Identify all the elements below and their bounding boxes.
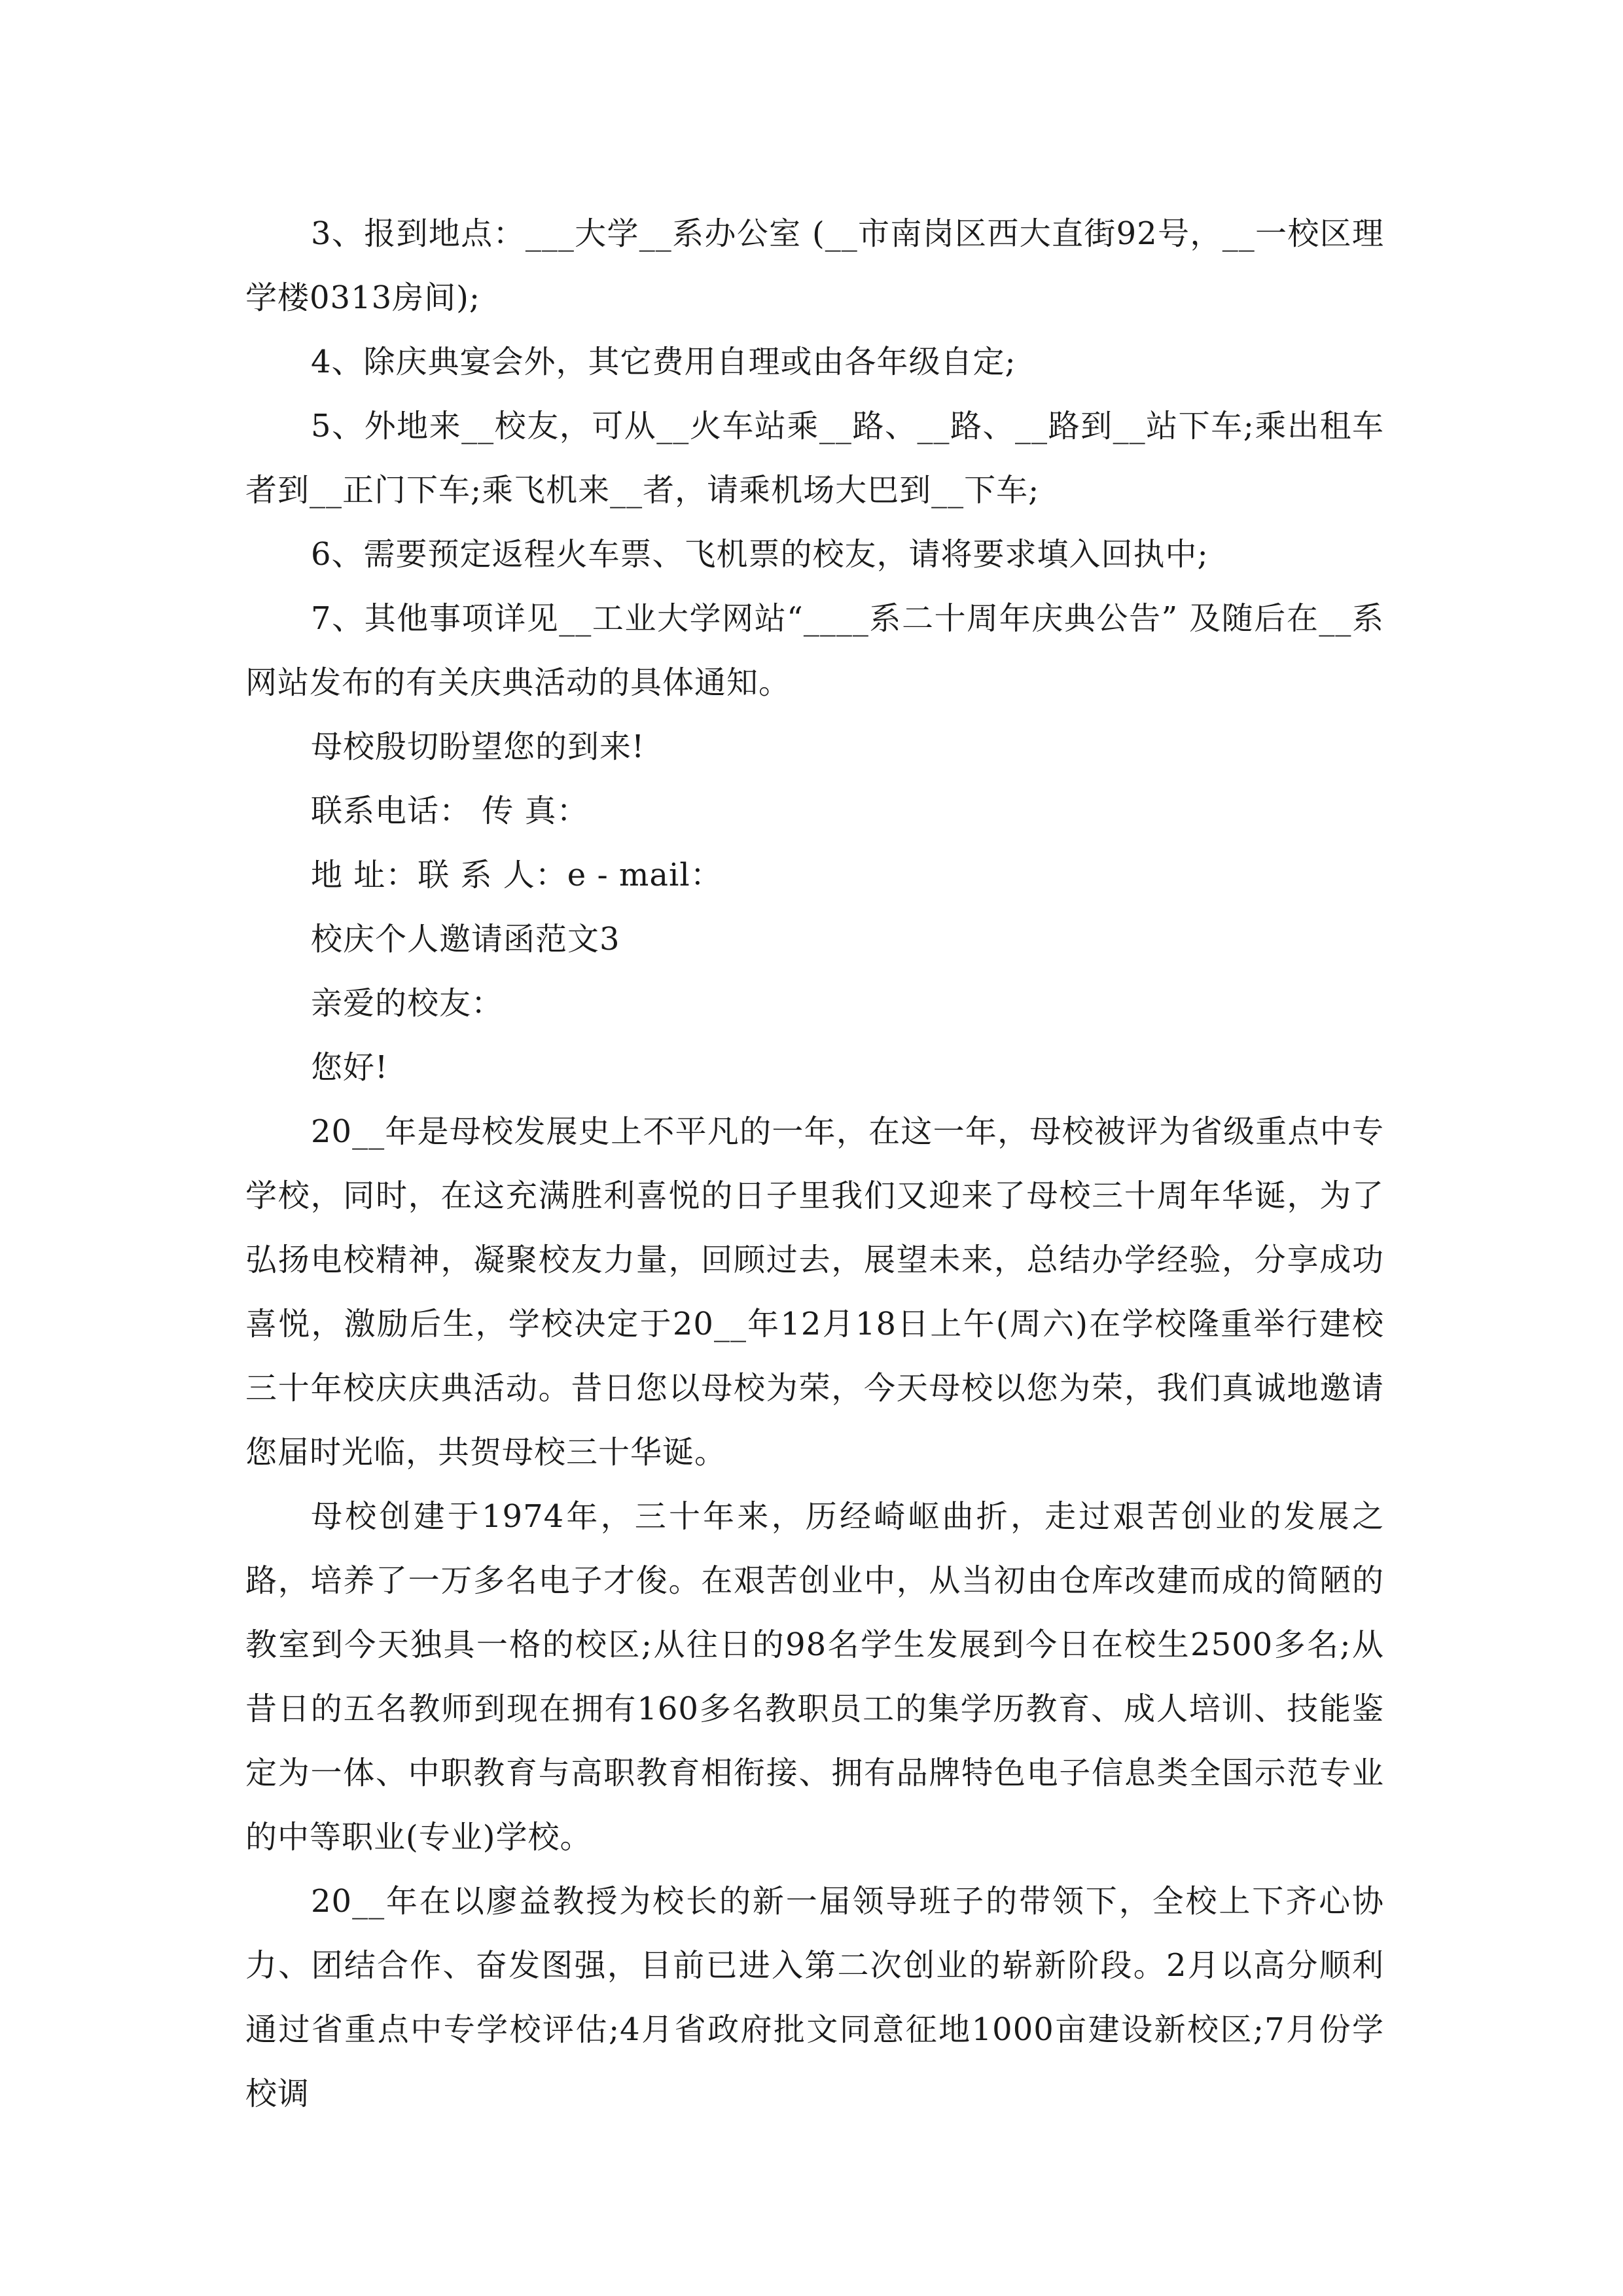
paragraph-item-7: 7、其他事项详见__工业大学网站“____系二十周年庆典公告” 及随后在__系网站发布的有关庆典活动的具体通知。 bbox=[245, 600, 1384, 701]
contact-phone-fax: 联系电话： 传 真： bbox=[311, 793, 589, 829]
closing-line: 母校殷切盼望您的到来! bbox=[311, 728, 645, 765]
paragraph-item-3: 3、报到地点：___大学__系办公室 (__市南岗区西大直街92号，__一校区理学楼0313房间); bbox=[245, 215, 1384, 316]
document-page bbox=[245, 202, 1384, 2126]
greeting: 您好! bbox=[311, 1049, 389, 1086]
contact-address-email: 地 址：联 系 人：e - mail： bbox=[311, 857, 722, 893]
body-paragraph-3: 20__年在以廖益教授为校长的新一届领导班子的带领下，全校上下齐心协力、团结合作、奋发图强，目前已进入第二次创业的崭新阶段。2月以高分顺利通过省重点中专学校评估;4月省政府批文同意征地1000亩建设新校区;7月份学校调 bbox=[245, 1883, 1384, 2112]
paragraph-item-5: 5、外地来__校友，可从__火车站乘__路、__路、__路到__站下车;乘出租车者到__正门下车;乘飞机来__者，请乘机场大巴到__下车; bbox=[245, 408, 1384, 509]
section-title: 校庆个人邀请函范文3 bbox=[311, 921, 620, 958]
body-paragraph-2: 母校创建于1974年，三十年来，历经崎岖曲折，走过艰苦创业的发展之路，培养了一万多名电子才俊。在艰苦创业中，从当初由仓库改建而成的简陋的教室到今天独具一格的校区;从往日的98名学生发展到今日在校生2500多名;从昔日的五名教师到现在拥有160多名教职员工的集学历教育、成人培训、技能鉴定为一体、中职教育与高职教育相衔接、拥有品牌特色电子信息类全国示范专业的中等职业(专业)学校。 bbox=[245, 1498, 1384, 1856]
salutation: 亲爱的校友： bbox=[311, 985, 504, 1022]
body-paragraph-1: 20__年是母校发展史上不平凡的一年，在这一年，母校被评为省级重点中专学校，同时，在这充满胜利喜悦的日子里我们又迎来了母校三十周年华诞，为了弘扬电校精神，凝聚校友力量，回顾过去，展望未来，总结办学经验，分享成功喜悦，激励后生，学校决定于20__年12月18日上午(周六)在学校隆重举行建校三十年校庆庆典活动。昔日您以母校为荣，今天母校以您为荣，我们真诚地邀请您届时光临，共贺母校三十华诞。 bbox=[245, 1113, 1384, 1471]
paragraph-item-6: 6、需要预定返程火车票、飞机票的校友，请将要求填入回执中; bbox=[311, 536, 1209, 573]
paragraph-item-4: 4、除庆典宴会外，其它费用自理或由各年级自定; bbox=[311, 344, 1016, 380]
